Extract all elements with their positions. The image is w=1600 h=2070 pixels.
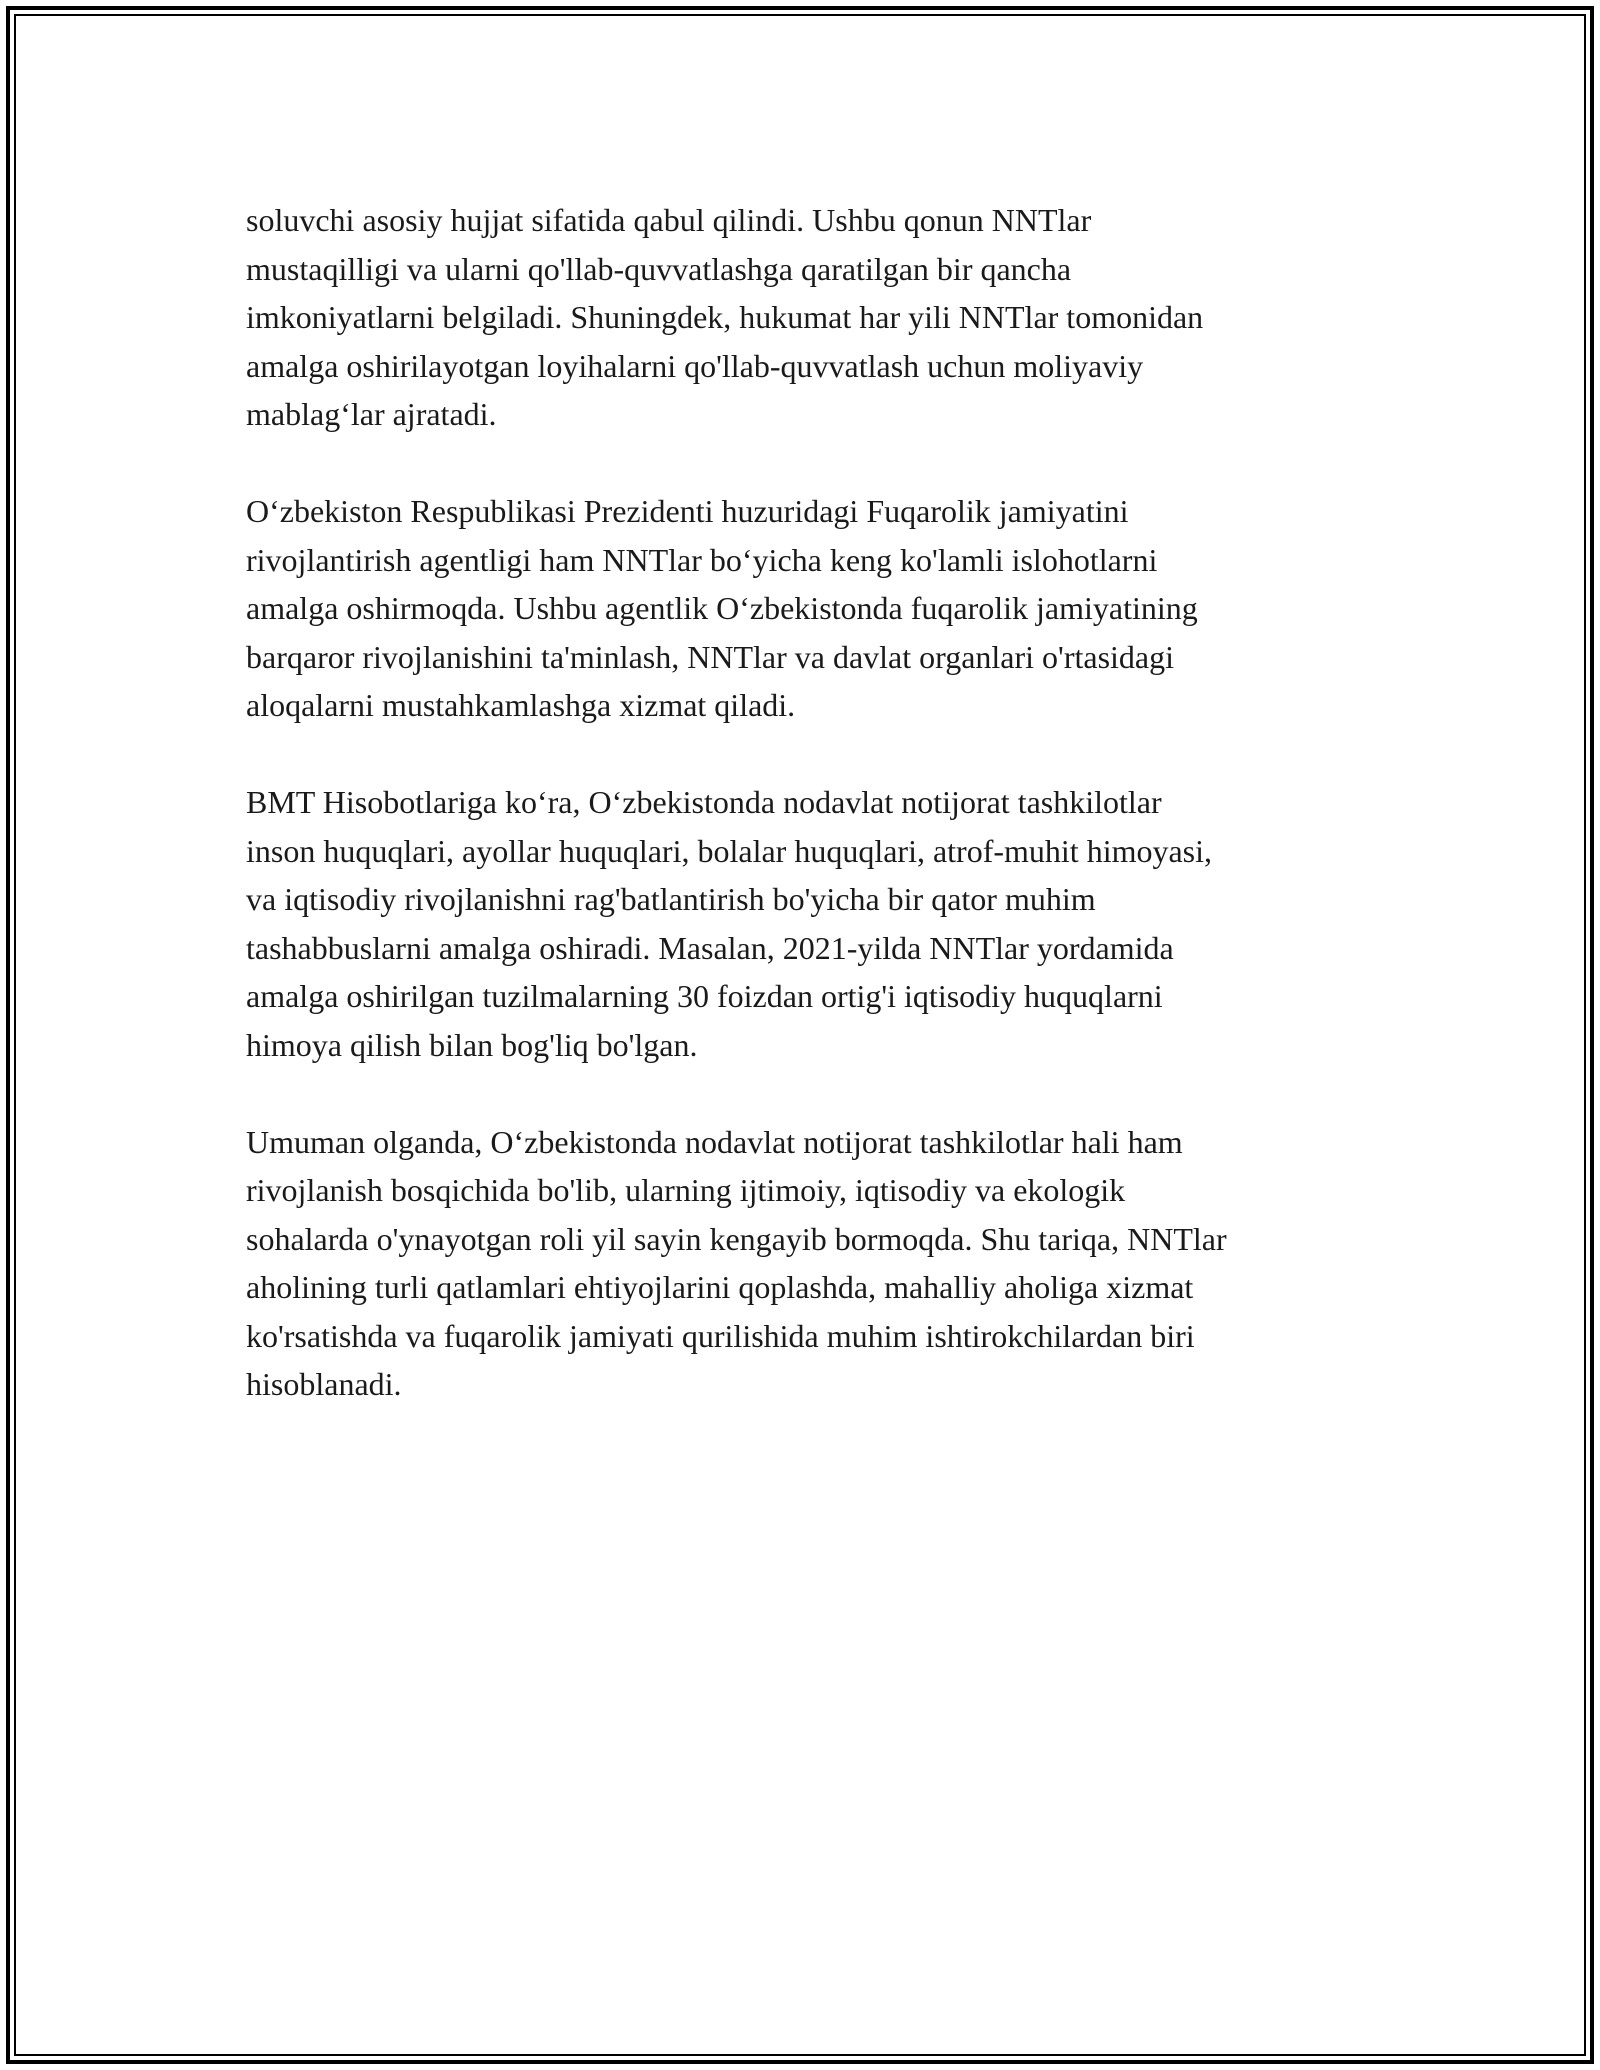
paragraph-legal-framework: soluvchi asosiy hujjat sifatida qabul qilindi. Ushbu qonun NNTlar mustaqilligi va ularni qo'llab-quvvatlashga qaratilgan bir qancha imkoniyatlarni belgiladi. Shuningdek, hukumat har yili NNTlar tomonidan amalga oshirilayotgan loyihalarni qo'llab-quvvatlash uchun moliyaviy mablag‘lar ajratadi.	[246, 202, 1204, 432]
document-body	[246, 196, 1386, 1457]
paragraph-agency: O‘zbekiston Respublikasi Prezidenti huzuridagi Fuqarolik jamiyatini rivojlantirish agentligi ham NNTlar bo‘yicha keng ko'lamli islohotlarni amalga oshirmoqda. Ushbu agentlik O‘zbekistonda fuqarolik jamiyatining barqaror rivojlanishini ta'minlash, NNTlar va davlat organlari o'rtasidagi aloqalarni mustahkamlashga xizmat qiladi.	[246, 493, 1198, 723]
paragraph-un-reports: BMT Hisobotlariga ko‘ra, O‘zbekistonda nodavlat notijorat tashkilotlar inson huquqlari, ayollar huquqlari, bolalar huquqlari, atrof-muhit himoyasi, va iqtisodiy rivojlanishni rag'batlantirish bo'yicha bir qator muhim tashabbuslarni amalga oshiradi. Masalan, 2021-yilda NNTlar yordamida amalga oshirilgan tuzilmalarning 30 foizdan ortig'i iqtisodiy huquqlarni himoya qilish bilan bog'liq bo'lgan.	[246, 784, 1213, 1063]
paragraph-conclusion: Umuman olganda, O‘zbekistonda nodavlat notijorat tashkilotlar hali ham rivojlanish bosqichida bo'lib, ularning ijtimoiy, iqtisodiy va ekologik sohalarda o'ynayotgan roli yil sayin kengayib bormoqda. Shu tariqa, NNTlar aholining turli qatlamlari ehtiyojlarini qoplashda, mahalliy aholiga xizmat ko'rsatishda va fuqarolik jamiyati qurilishida muhim ishtirokchilardan biri hisoblanadi.	[246, 1123, 1227, 1402]
page-frame	[6, 6, 1594, 2064]
